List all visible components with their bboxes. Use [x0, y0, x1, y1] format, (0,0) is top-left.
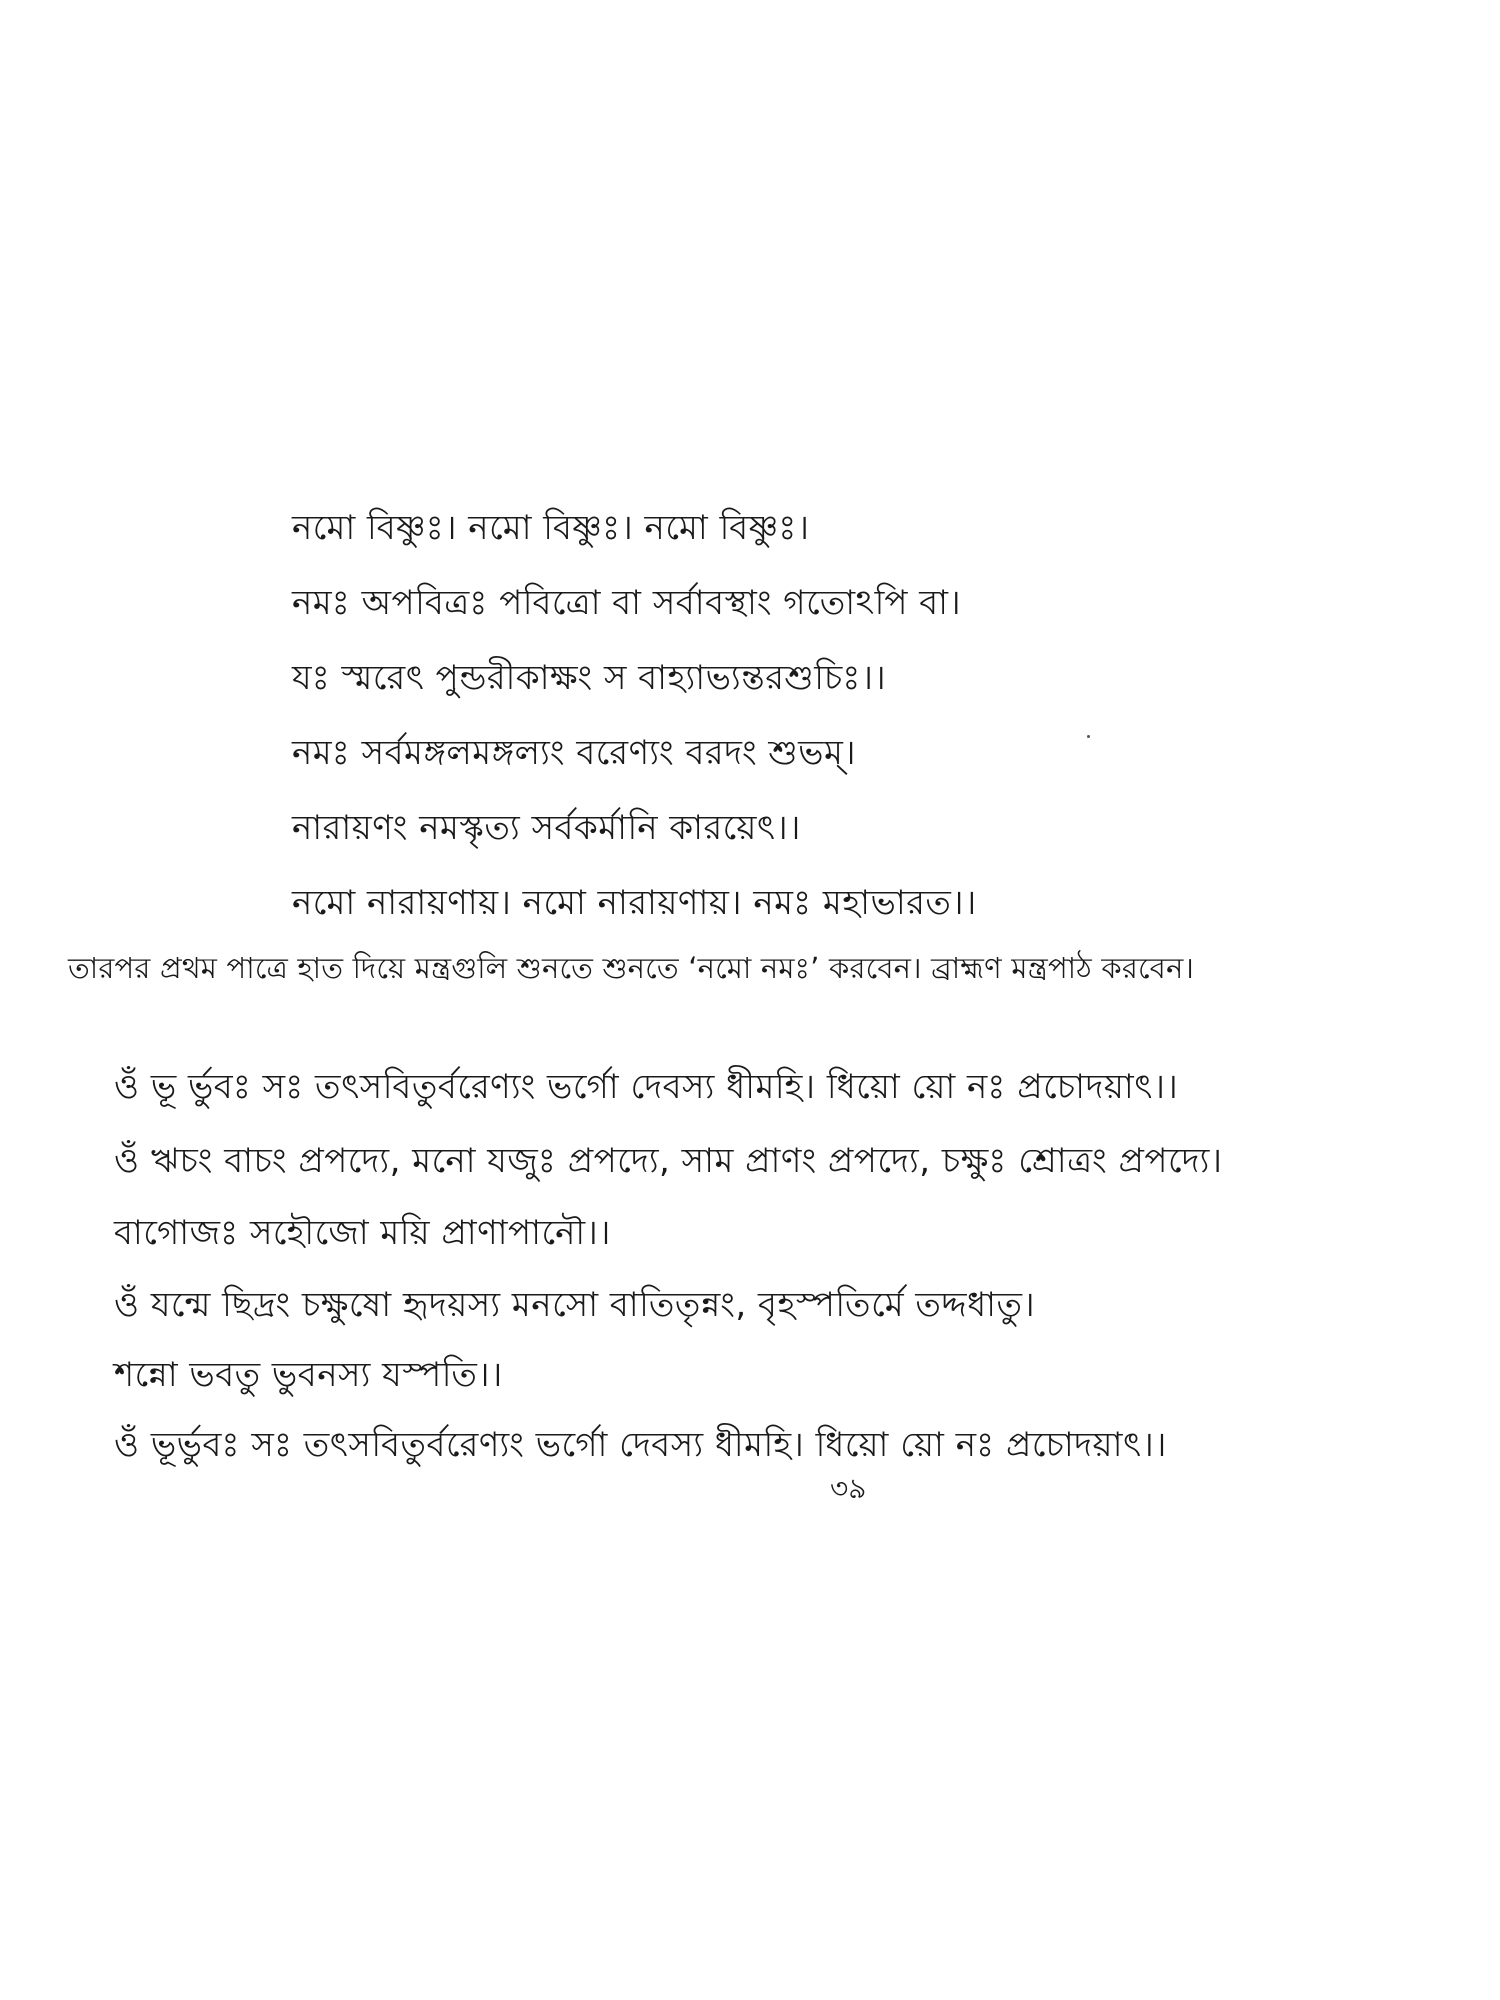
mantra-line: ওঁ ভূর্ভুবঃ সঃ তৎসবিতুর্বরেণ্যং ভর্গো দেবস্য ধীমহি। ধিয়ো য়ো নঃ প্রচোদয়াৎ।। — [114, 1425, 1167, 1465]
mantra-line: ওঁ ঋচং বাচং প্রপদ্যে, মনো যজুঃ প্রপদ্যে, সাম প্রাণং প্রপদ্যে, চক্ষুঃ শ্রোত্রং প্রপদ্যে। — [114, 1141, 1223, 1181]
mantra-line: ওঁ ভূ র্ভুবঃ সঃ তৎসবিতুর্বরেণ্যং ভর্গো দেবস্য ধীমহি। ধিয়ো য়ো নঃ প্রচোদয়াৎ।। — [114, 1067, 1179, 1107]
print-speck — [1087, 735, 1090, 738]
mantra-line: ওঁ যন্মে ছিদ্রং চক্ষুষো হৃদয়স্য মনসো বাতিতৃন্নং, বৃহস্পতির্মে তদ্দধাতু। — [114, 1285, 1036, 1325]
mantra-line: যঃ স্মরেৎ পুন্ডরীকাক্ষং স বাহ্যাভ্যন্তরশুচিঃ।। — [292, 658, 887, 698]
mantra-line: নমো নারায়ণায়। নমো নারায়ণায়। নমঃ মহাভারত।। — [292, 883, 977, 923]
mantra-line: শন্নো ভবতু ভুবনস্য যস্পতি।। — [114, 1355, 503, 1395]
instruction-text: তারপর প্রথম পাত্রে হাত দিয়ে মন্ত্রগুলি শুনতে শুনতে ‘নমো নমঃ’ করবেন। ব্রাহ্মণ মন্ত্রপাঠ করবেন। — [68, 951, 1195, 985]
mantra-line: নমঃ অপবিত্রঃ পবিত্রো বা সর্বাবস্থাং গতোঽপি বা। — [292, 583, 962, 623]
mantra-line: বাগোজঃ সহৌজো ময়ি প্রাণাপানৌ।। — [114, 1213, 611, 1253]
page-number: ৩৯ — [830, 1472, 867, 1505]
mantra-line: নারায়ণং নমস্কৃত্য সর্বকর্মানি কারয়েৎ।। — [292, 808, 801, 848]
mantra-line: নমো বিষ্ণুঃ। নমো বিষ্ণুঃ। নমো বিষ্ণুঃ। — [292, 508, 810, 548]
mantra-line: নমঃ সর্বমঙ্গলমঙ্গল্যং বরেণ্যং বরদং শুভম্। — [292, 733, 857, 773]
